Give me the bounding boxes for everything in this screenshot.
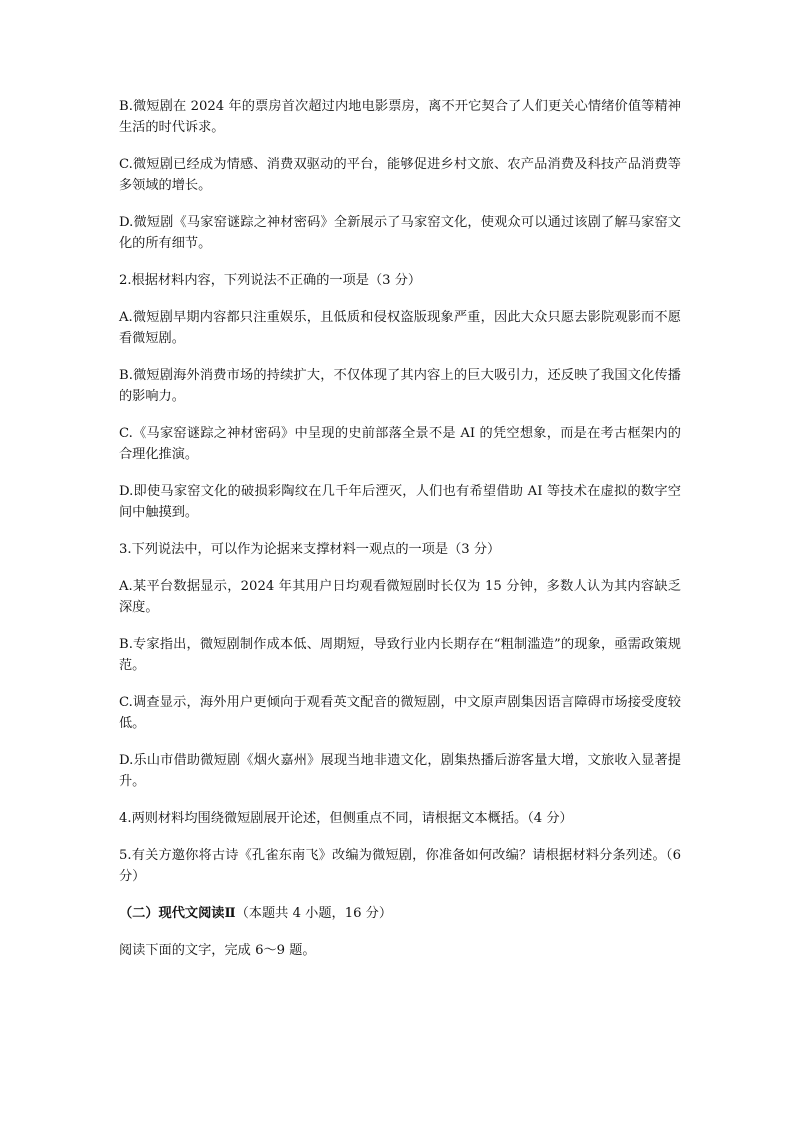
section-title: （二）现代文阅读Ⅱ — [119, 906, 236, 921]
q3-option-a: A.某平台数据显示，2024 年其用户日均观看微短剧时长仅为 15 分钟，多数人认为其内容缺乏深度。 — [119, 579, 681, 615]
document-page — [119, 96, 681, 961]
q3-stem: 3.下列说法中，可以作为论据来支撑材料一观点的一项是（3 分） — [119, 542, 501, 557]
q1-option-b: B.微短剧在 2024 年的票房首次超过内地电影票房，离不开它契合了人们更关心情绪价值等精神生活的时代诉求。 — [119, 99, 681, 135]
section-note: （本题共 4 小题，16 分） — [235, 906, 393, 921]
q2-stem: 2.根据材料内容，下列说法不正确的一项是（3 分） — [119, 273, 422, 288]
reading-instruction: 阅读下面的文字，完成 6～9 题。 — [119, 943, 316, 958]
section-heading — [119, 903, 681, 924]
q5-stem: 5.有关方邀你将古诗《孔雀东南飞》改编为微短剧，你准备如何改编？请根据材料分条列述。（6 分） — [119, 848, 681, 884]
q4-stem: 4.两则材料均围绕微短剧展开论述，但侧重点不同，请根据文本概括。（4 分） — [119, 811, 573, 826]
q3-option-c: C.调查显示，海外用户更倾向于观看英文配音的微短剧，中文原声剧集因语言障碍市场接受度较低。 — [119, 695, 681, 731]
q3-option-d: D.乐山市借助微短剧《烟火嘉州》展现当地非遗文化，剧集热播后游客量大增，文旅收入显著提升。 — [119, 753, 681, 789]
q3-option-b: B.专家指出，微短剧制作成本低、周期短，导致行业内长期存在“粗制滥造”的现象，亟需政策规范。 — [119, 637, 681, 673]
q2-option-d: D.即使马家窑文化的破损彩陶纹在几千年后湮灭，人们也有希望借助 AI 等技术在虚拟的数字空间中触摸到。 — [119, 484, 681, 520]
q1-option-c: C.微短剧已经成为情感、消费双驱动的平台，能够促进乡村文旅、农产品消费及科技产品消费等多领域的增长。 — [119, 157, 681, 193]
q2-option-c: C.《马家窑谜踪之神材密码》中呈现的史前部落全景不是 AI 的凭空想象，而是在考古框架内的合理化推演。 — [119, 426, 681, 462]
q2-option-a: A.微短剧早期内容都只注重娱乐，且低质和侵权盗版现象严重，因此大众只愿去影院观影而不愿看微短剧。 — [119, 310, 681, 346]
q2-option-b: B.微短剧海外消费市场的持续扩大，不仅体现了其内容上的巨大吸引力，还反映了我国文化传播的影响力。 — [119, 368, 681, 404]
q1-option-d: D.微短剧《马家窑谜踪之神材密码》全新展示了马家窑文化，使观众可以通过该剧了解马家窑文化的所有细节。 — [119, 215, 681, 251]
